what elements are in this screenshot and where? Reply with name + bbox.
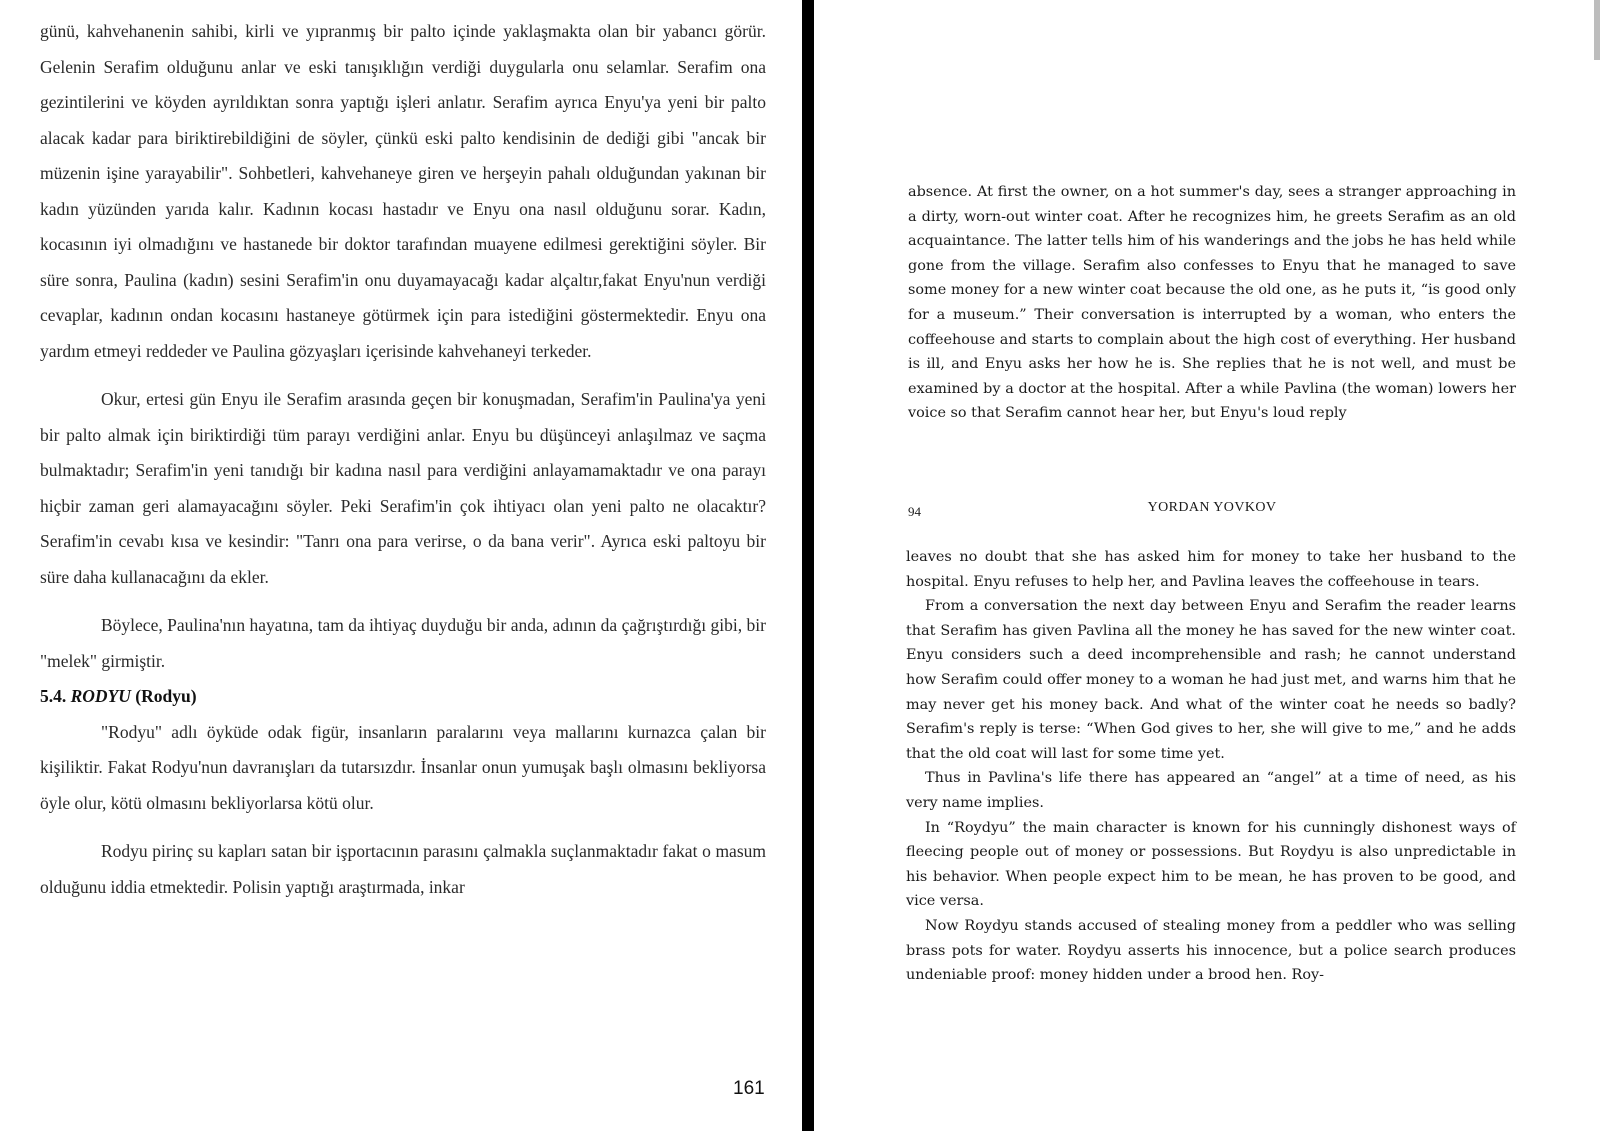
running-head xyxy=(908,500,1516,524)
paragraph: Böylece, Paulina'nın hayatına, tam da ihtiyaç duyduğu bir anda, adının da çağrıştırdığı gibi, bir "melek" girmiştir. xyxy=(40,615,766,671)
section-heading xyxy=(40,679,766,715)
section-title: RODYU xyxy=(70,686,131,706)
right-page-body-text xyxy=(906,545,1516,988)
running-head-page-number: 94 xyxy=(908,504,921,519)
page-number: 161 xyxy=(733,1078,765,1099)
left-page-text xyxy=(40,14,766,905)
page-edge xyxy=(1594,0,1600,60)
right-page xyxy=(814,0,1600,1131)
paragraph: Now Roydyu stands accused of stealing money from a peddler who was selling brass pots for water. Roydyu asserts his innocence, but a police search produces undeniable proof: money hidden under a brood hen. Roy- xyxy=(906,917,1516,984)
running-head-author: YORDAN YOVKOV xyxy=(1147,500,1277,515)
paragraph: absence. At first the owner, on a hot summer's day, sees a stranger approaching in a dirty, worn-out winter coat. After he recognizes him, he greets Serafim as an old acquaintance. The latter tells him of his wanderings and the jobs he has held while gone from the village. Serafim also confesses to Enyu that he managed to save some money for a new winter coat because the old one, as he puts it, “is good only for a museum.” Their conversation is interrupted by a woman, who enters the coffeehouse and starts to complain about the high cost of everything. Her husband is ill, and Enyu asks her how he is. She replies that he is not well, and must be examined by a doctor at the hospital. After a while Pavlina (the woman) lowers her voice so that Serafim cannot hear her, but Enyu's loud reply xyxy=(908,184,1516,422)
section-subtitle: (Rodyu) xyxy=(135,686,197,706)
paragraph: leaves no doubt that she has asked him for money to take her husband to the hospital. Enyu refuses to help her, and Pavlina leaves the coffeehouse in tears. xyxy=(906,549,1516,590)
paragraph: günü, kahvehanenin sahibi, kirli ve yıpranmış bir palto içinde yaklaşmakta olan bir yabancı görür. Gelenin Serafim olduğunu anlar ve eski tanışıklığın verdiği duygularla onu selamlar. Serafim ona gezintilerini ve köyden ayrıldıktan sonra yaptığı işleri anlatır. Serafim ayrıca Enyu'ya yeni bir palto alacak kadar para biriktirebildiğini de söyler, çünkü eski palto kendisinin de dediği gibi "ancak bir müzenin işine yarayabilir". Sohbetleri, kahvehaneye giren ve herşeyin pahalı olduğundan yakınan bir kadın yüzünden yarıda kalır. Kadının kocası hastadır ve Enyu ona nasıl olduğunu sorar. Kadın, kocasının iyi olmadığını ve hastanede bir doktor tarafından muayene edilmesi gerektiğini söyler. Bir süre sonra, Paulina (kadın) sesini Serafim'in onu duyamayacağı kadar alçaltır,fakat Enyu'nun verdiği cevaplar, kadının ondan kocasını hastaneye götürmek için para istediğini göstermektedir. Enyu ona yardım etmeyi reddeder ve Paulina gözyaşları içerisinde kahvehaneyi terkeder. xyxy=(40,21,766,361)
right-page-top-text xyxy=(908,180,1516,426)
book-gutter xyxy=(802,0,814,1131)
paragraph: Okur, ertesi gün Enyu ile Serafim arasında geçen bir konuşmadan, Serafim'in Paulina'ya yeni bir palto almak için biriktirdiği tüm parayı verdiğini anlar. Enyu bu düşünceyi anlaşılmaz ve saçma bulmaktadır; Serafim'in yeni tanıdığı bir kadına nasıl para verdiğini anlayamamaktadır ve ona parayı hiçbir zaman geri alamayacağını söyler. Peki Serafim'in çok ihtiyacı olan yeni palto ne olacaktır? Serafim'in cevabı kısa ve kesindir: "Tanrı ona para verirse, o da bana verir". Ayrıca eski paltoyu bir süre daha kullanacağını da ekler. xyxy=(40,389,766,587)
paragraph: "Rodyu" adlı öyküde odak figür, insanların paralarını veya mallarını kurnazca çalan bir kişiliktir. Fakat Rodyu'nun davranışları da tutarsızdır. İnsanlar onun yumuşak başlı olmasını bekliyorsa öyle olur, kötü olmasını bekliyorlarsa kötü olur. xyxy=(40,721,766,813)
paragraph: Rodyu pirinç su kapları satan bir işportacının parasını çalmakla suçlanmaktadır fakat o masum olduğunu iddia etmektedir. Polisin yaptığı araştırmada, inkar xyxy=(40,841,766,897)
paragraph: From a conversation the next day between Enyu and Serafim the reader learns that Serafim has given Pavlina all the money he has saved for the new winter coat. Enyu considers such a deed incomprehensible and rash; he cannot understand how Serafim could offer money to a woman he had just met, and warns him that he may never get his money back. And what of the winter coat he needs so badly? Serafim's reply is terse: “When God gives to her, she will give to me,” and he adds that the old coat will last for some time yet. xyxy=(906,598,1516,762)
paragraph: In “Roydyu” the main character is known for his cunningly dishonest ways of fleecing people out of money or possessions. But Roydyu is also unpredictable in his behavior. When people expect him to be mean, he has proven to be good, and vice versa. xyxy=(906,819,1516,910)
section-number: 5.4. xyxy=(40,686,67,706)
paragraph: Thus in Pavlina's life there has appeared an “angel” at a time of need, as his very name implies. xyxy=(906,770,1516,811)
